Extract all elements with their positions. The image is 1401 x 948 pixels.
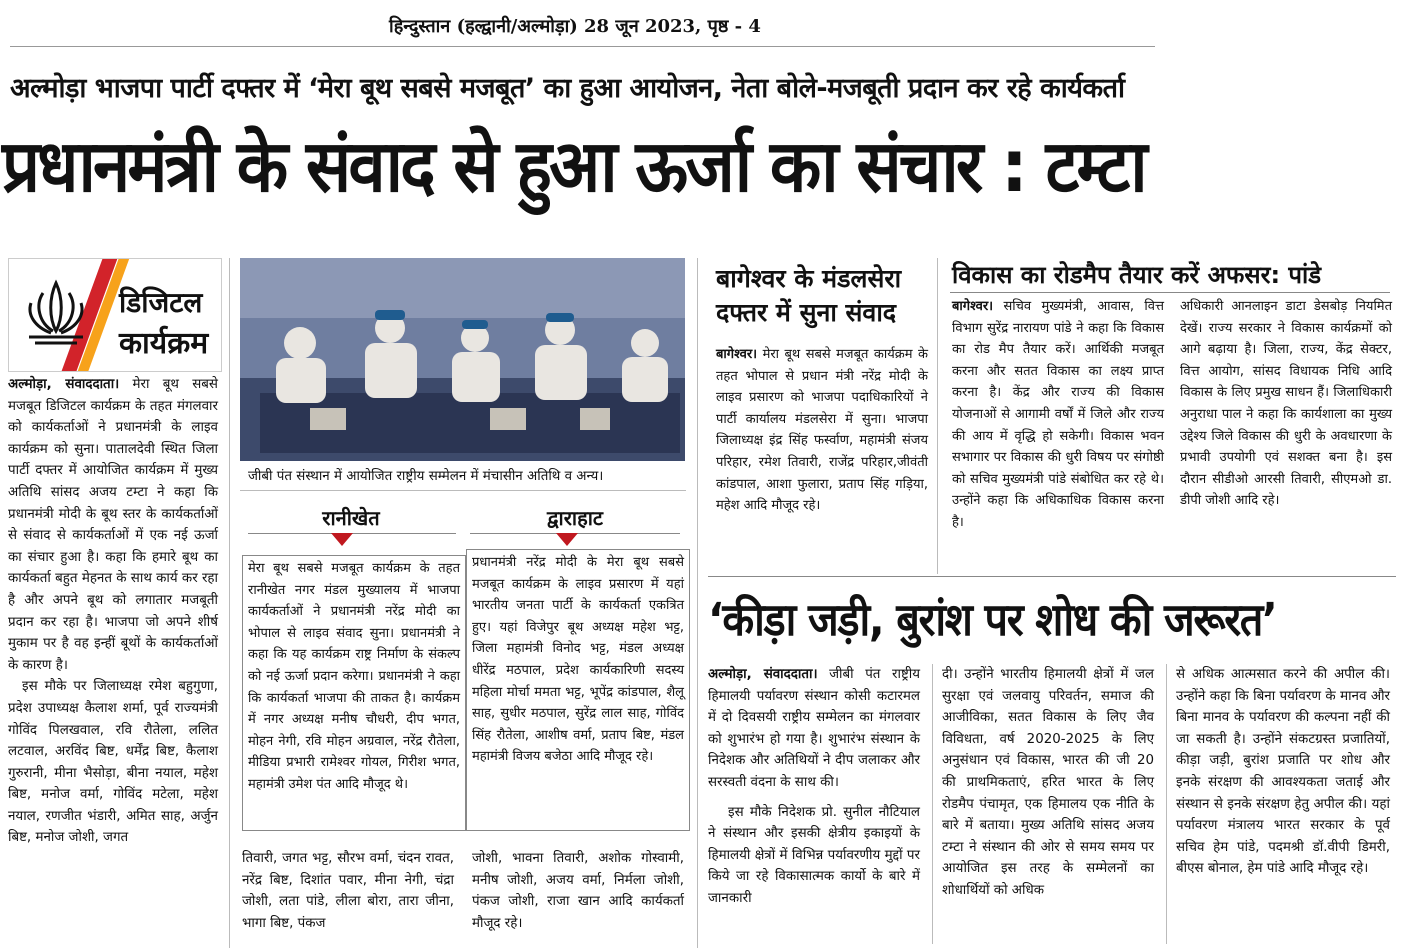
main-story-continuation-2: जोशी, भावना तिवारी, अशोक गोस्वामी, मनीष जोशी, अजय वर्मा, निर्मला जोशी, पंकज जोशी, राजा खान आदि कार्यकर्ता मौजूद रहे। bbox=[472, 851, 684, 931]
ranikhet-title: रानीखेत bbox=[322, 506, 380, 530]
research-text-1b: इस मौके निदेशक प्रो. सुनील नौटियाल ने संस्थान और इसकी क्षेत्रीय इकाइयों के हिमालयी क्षेत्रों में विभिन्न पर्यावरणीय मुद्दों पर किये जा रहे विकासात्मक कार्यो के बारे में जानकारी bbox=[708, 804, 920, 906]
bageshwar-title: बागेश्वर के मंडलसेरा दफ्तर में सुना संवाद bbox=[716, 264, 902, 327]
dwarahat-text: प्रधानमंत्री नरेंद्र मोदी के मेरा बूथ सबसे मजबूत कार्यक्रम के लाइव प्रसारण में यहां भारतीय जनता पार्टी के कार्यकर्ता एकत्रित हुए। यहां विजेपुर बूथ अध्यक्ष महेश भट्ट, जिला महामंत्री विनोद भट्ट, मंडल अध्यक्ष धीरेंद्र मठपाल, प्रदेश कार्यकारिणी सदस्य महिला मोर्चा ममता भट्ट, भूपेंद्र कांडपाल, शैलू साह, सुधीर मठपाल, सुरेंद्र लाल साह, गोविंद सिंह रौतेला, आशीष वर्मा, प्रताप बिष्ट, मंडल महामंत्री विजय बजेठा आदि मौजूद रहे। bbox=[472, 555, 684, 765]
research-dateline: अल्मोड़ा, संवाददाता। bbox=[708, 667, 818, 682]
column-divider bbox=[697, 258, 698, 948]
vikas-column-2: अधिकारी आनलाइन डाटा डेसबोड़ नियमित देखें। राज्य सरकार ने विकास कार्यक्रमों को आगे बढ़ाया है। जिला, राज्य, केंद्र सेक्टर, वित्त आयोग, सांसद विधायक निधि आदि विकास के लिए प्रमुख साधन हैं। जिलाधिकारी अनुराधा पाल ने कहा कि कार्यशाला का मुख्य उद्देश्य जिले विकास की धुरी के अवधारणा के प्रभावी उपयोगी एवं सशक्त बना है। इस दौरान सीडीओ आरसी तिवारी, सीएमओ डा. डीपी जोशी आदि रहे। bbox=[1180, 299, 1392, 509]
lotus-icon bbox=[21, 273, 91, 353]
dwarahat-title: द्वाराहाट bbox=[547, 506, 603, 530]
logo-text-line2: कार्यक्रम bbox=[119, 326, 209, 361]
bageshwar-story bbox=[716, 344, 928, 517]
main-story-paragraph-2: इस मौके पर जिलाध्यक्ष रमेश बहुगुणा, प्रदेश उपाध्यक्ष कैलाश शर्मा, पूर्व राज्यमंत्री गोविंद पिलखवाल, रवि रौतेला, ललित लटवाल, अरविंद बिष्ट, धर्मेंद्र बिष्ट, कैलाश गुरुरानी, मीना भैसोड़ा, बीना नयाल, महेश बिष्ट, मनोज वर्मा, गोविंद मटेला, महेश नयाल, रणजीत भंडारी, अमित साह, अर्जुन बिष्ट, मनोज जोशी, जगत bbox=[8, 679, 218, 846]
section-divider bbox=[708, 576, 1396, 577]
column-divider bbox=[229, 258, 230, 948]
column-divider bbox=[937, 258, 938, 574]
digital-program-logo bbox=[8, 258, 222, 372]
subheadline: अल्मोड़ा भाजपा पार्टी दफ्तर में ‘मेरा बूथ सबसे मजबूत’ का हुआ आयोजन, नेता बोले-मजबूती प्रदान कर रहे कार्यकर्ता bbox=[10, 73, 1125, 104]
vikas-text-1: सचिव मुख्यमंत्री, आवास, वित्त विभाग सुरेंद्र नारायण पांडे ने कहा कि विकास का रोड मैप तैयार करें। आर्थिकी मजबूत करना और सतत विकास का लक्ष्य प्राप्त करना है। केंद्र और राज्य की विकास योजनाओं से आगामी वर्षों में जिले और राज्य की आय में वृद्धि हो सकेगी। विकास भवन सभागार पर विकास की धुरी विषय पर संगोष्ठी को सचिव मुख्यमंत्री पांडे संबोधित कर रहे थे। उन्होंने कहा कि अधिकाधिक विकास करना है। bbox=[952, 299, 1164, 530]
research-column-2: दी। उन्होंने भारतीय हिमालयी क्षेत्रों में जल सुरक्षा एवं जलवायु परिवर्तन, समाज की आजीविका, सतत विकास के लिए जैव विविधता, वर्ष 2020-2025 के लिए अनुसंधान एवं विकास, भारत की जी 20 की प्राथमिकताएं, हरित भारत के लिए रोडमैप पंचामृत, एक हिमालय एक नीति के बारे में बताया। मुख्य अतिथि सांसद अजय टम्टा ने संस्थान की ओर से समय समय पर आयोजित इस तरह के सम्मेलनों का शोधार्थियों को अधिक bbox=[942, 667, 1154, 898]
dwarahat-box bbox=[466, 549, 690, 831]
research-column-1 bbox=[708, 664, 920, 910]
main-story-continuation-1: तिवारी, जगत भट्ट, सौरभ वर्मा, चंदन रावत, नरेंद्र बिष्ट, दिशांत पवार, मीना नेगी, चंद्रा जोशी, लता पांडे, लीला बोरा, तारा जीना, भागा बिष्ट, पंकज bbox=[242, 851, 454, 931]
photo-caption: जीबी पंत संस्थान में आयोजित राष्ट्रीय सम्मेलन में मंचासीन अतिथि व अन्य। bbox=[248, 469, 604, 484]
bageshwar-text: मेरा बूथ सबसे मजबूत कार्यक्रम के तहत भोपाल से प्रधान मंत्री नरेंद्र मोदी के लाइव प्रसारण को भाजपा पदाधिकारियों ने पार्टी कार्यालय मंडलसेरा में सुना। भाजपा जिलाध्यक्ष इंद्र सिंह फर्स्वाण, महामंत्री संजय परिहार, रमेश तिवारी, राजेंद्र परिहार,जीवंती कांडपाल, आशा फुलारा, प्रताप सिंह गड़िया, महेश आदि मौजूद रहे। bbox=[716, 347, 928, 514]
main-headline: प्रधानमंत्री के संवाद से हुआ ऊर्जा का संचार : टम्टा bbox=[2, 124, 1145, 208]
vikas-column-1 bbox=[952, 296, 1164, 534]
ranikhet-text: मेरा बूथ सबसे मजबूत कार्यक्रम के तहत रानीखेत नगर मंडल मुख्यालय में भाजपा कार्यकर्ताओं ने प्रधानमंत्री नरेंद्र मोदी का भोपाल से लाइव संवाद सुना। प्रधानमंत्री ने कहा कि यह कार्यक्रम राष्ट्र निर्माण के संकल्प को नई ऊर्जा प्रदान करेगा। प्रधानमंत्री ने कहा कि कार्यकर्ता भाजपा की ताकत है। कार्यक्रम में नगर अध्यक्ष मनीष चौधरी, दीप भगत, मोहन नेगी, रवि मोहन अग्रवाल, नरेंद्र रौतेला, मीडिया प्रभारी रामेश्वर गोयल, गिरीश भगत, महामंत्री उमेश पंत आदि मौजूद थे। bbox=[248, 561, 460, 792]
vikas-title-rule bbox=[950, 292, 1390, 293]
masthead: हिन्दुस्तान (हल्द्वानी/अल्मोड़ा) 28 जून 2023, पृष्ठ - 4 bbox=[389, 16, 761, 37]
column-divider bbox=[932, 664, 933, 944]
conference-photo-image bbox=[240, 258, 685, 461]
main-story-paragraph-1: मेरा बूथ सबसे मजबूत डिजिटल कार्यक्रम के तहत मंगलवार को कार्यकर्ताओं ने प्रधानमंत्री के लाइव कार्यक्रम को सुना। पातालदेवी स्थित जिला पार्टी दफ्तर में आयोजित कार्यक्रम में मुख्य अतिथि सांसद अजय टम्टा ने कहा कि प्रधानमंत्री मोदी के बूथ स्तर के कार्यकर्ताओं से संवाद से कार्यकर्ताओं में एक नई ऊर्जा का संचार हुआ है। कहा कि हमारे बूथ का कार्यकर्ता बहुत मेहनत के साथ कार्य कर रहा है और अपने बूथ को लगातार मजबूती प्रदान कर रहा है। भाजपा जो अपने शीर्ष मुकाम पर है वह इन्हीं बूथों के कार्यकर्ताओं के कारण है। bbox=[8, 377, 218, 673]
research-column-3: से अधिक आत्मसात करने की अपील की। उन्होंने कहा कि बिना पर्यावरण के मानव और बिना मानव के पर्यावरण की कल्पना नहीं की जा सकती है। उन्होंने संकटग्रस्त प्रजातियों, कीड़ा जड़ी, बुरांश प्रजाति पर शोध और इनके संरक्षण की आवश्यकता जताई और संस्थान से इनके संरक्षण हेतु अपील की। यहां पर्यावरण मंत्रालय भारत सरकार के पूर्व सचिव हेम पांडे, पदमश्री डॉ.वीपी डिमरी, बीएस बोनाल, हेम पांडे आदि मौजूद रहे। bbox=[1176, 667, 1390, 877]
main-story-column bbox=[8, 374, 218, 849]
masthead-divider bbox=[10, 46, 1155, 47]
column-divider bbox=[1166, 664, 1167, 944]
dwarahat-marker-icon bbox=[556, 533, 578, 546]
vikas-title: विकास का रोडमैप तैयार करें अफसर: पांडे bbox=[952, 261, 1322, 289]
main-story-dateline: अल्मोड़ा, संवाददाता। bbox=[8, 377, 120, 392]
vikas-dateline: बागेश्वर। bbox=[952, 299, 994, 314]
logo-text-line1: डिजिटल bbox=[119, 286, 203, 319]
ranikhet-box bbox=[242, 555, 466, 831]
bageshwar-dateline: बागेश्वर। bbox=[716, 347, 758, 362]
research-text-1: जीबी पंत राष्ट्रीय हिमालयी पर्यावरण संस्थान कोसी कटारमल में दो दिवसयी राष्ट्रीय सम्मेलन का मंगलवार को शुभारंभ हो गया है। शुभारंभ संस्थान के निदेशक और अतिथियों ने दीप जलाकर और सरस्वती वंदना के साथ की। bbox=[708, 667, 920, 790]
caption-divider bbox=[240, 490, 686, 491]
ranikhet-marker-icon bbox=[331, 533, 353, 546]
conference-photo bbox=[240, 258, 685, 461]
research-headline: ‘कीड़ा जड़ी, बुरांश पर शोध की जरूरत’ bbox=[708, 593, 1277, 646]
